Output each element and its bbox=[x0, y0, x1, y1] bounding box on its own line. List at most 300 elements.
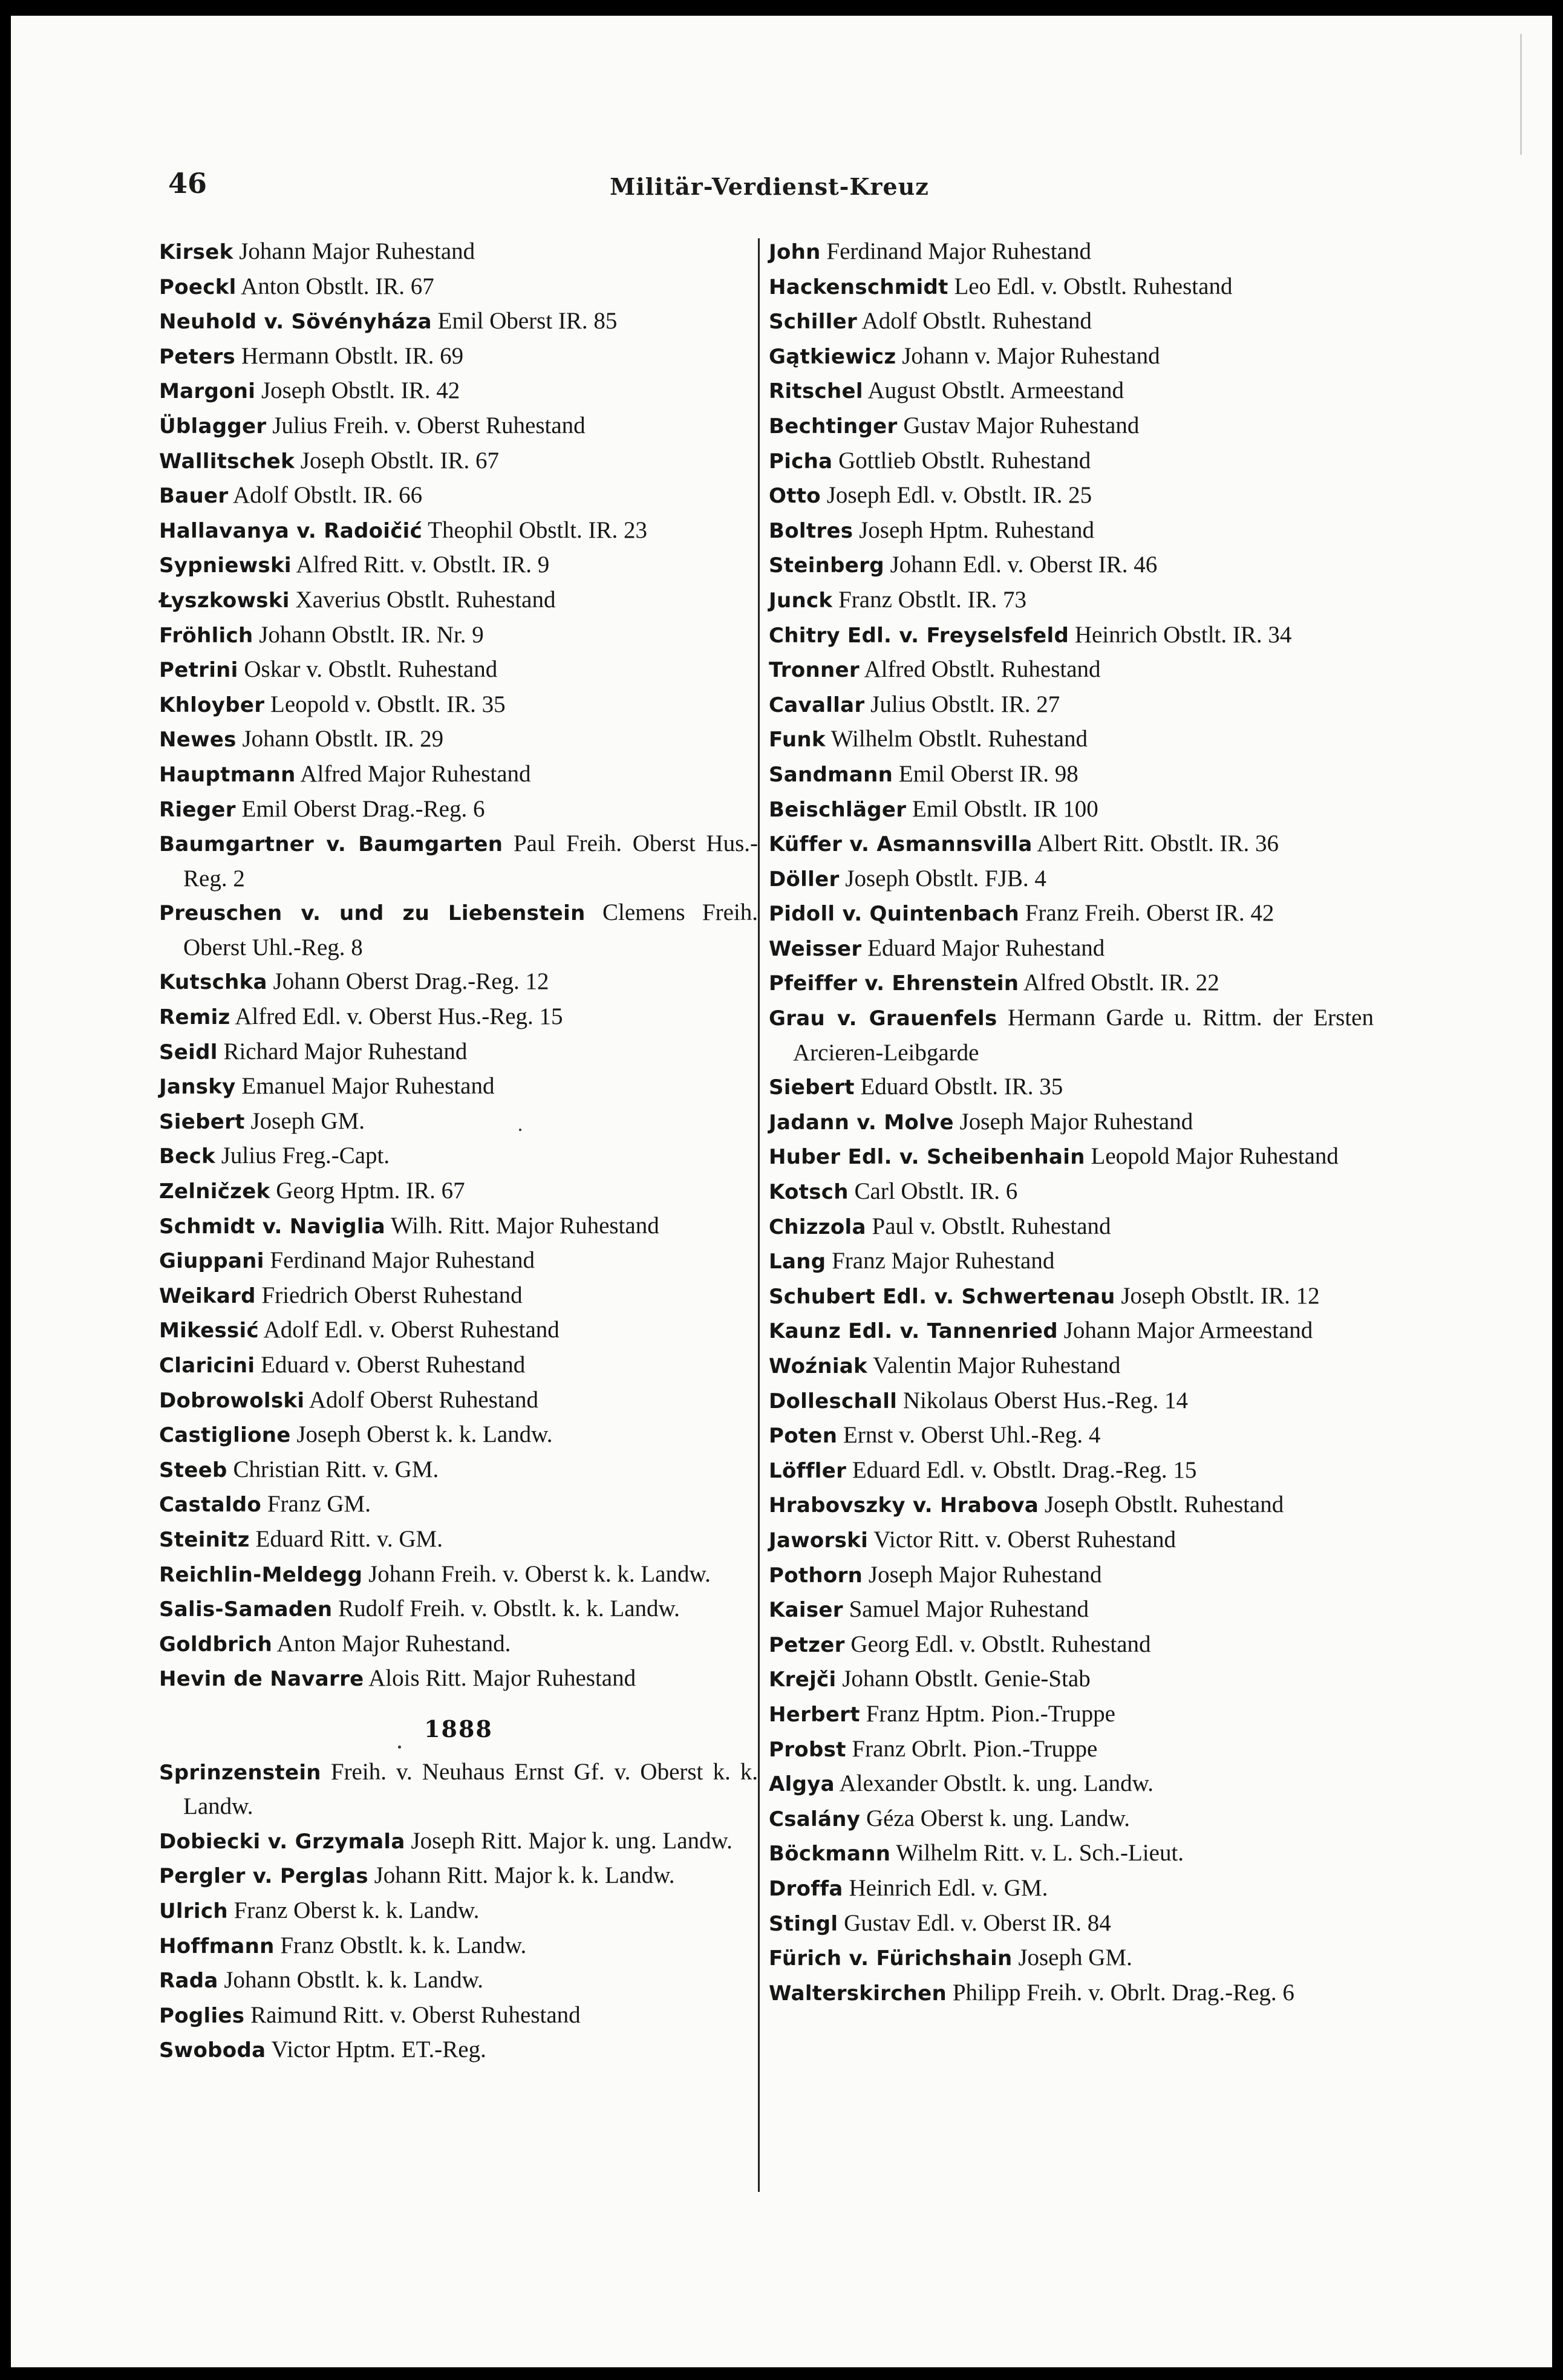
list-item bbox=[769, 1453, 1374, 1488]
entry-surname: Wallitschek bbox=[159, 449, 295, 474]
entry-details: Alexander Obstlt. k. ung. Landw. bbox=[834, 1770, 1154, 1797]
entry-surname: Chitry Edl. v. Freyselsfeld bbox=[769, 623, 1069, 648]
list-item bbox=[769, 583, 1374, 618]
list-item bbox=[159, 2033, 758, 2068]
list-item bbox=[159, 1279, 758, 1314]
entry-surname: Seidl bbox=[159, 1040, 218, 1064]
list-item bbox=[769, 1175, 1374, 1210]
entry-surname: Sypniewski bbox=[159, 553, 292, 578]
list-item bbox=[769, 444, 1374, 479]
list-item bbox=[769, 862, 1374, 897]
entry-details: Christian Ritt. v. GM. bbox=[227, 1456, 439, 1482]
entry-details: Leopold Major Ruhestand bbox=[1085, 1143, 1339, 1170]
list-item bbox=[159, 618, 758, 653]
entry-details: Eduard Major Ruhestand bbox=[861, 934, 1105, 961]
entry-surname: Steinitz bbox=[159, 1527, 250, 1552]
list-item bbox=[159, 1824, 758, 1859]
entry-surname: Weikard bbox=[159, 1283, 256, 1308]
entry-details: Johann Freih. v. Oberst k. k. Landw. bbox=[362, 1560, 711, 1587]
entry-surname: Jaworski bbox=[769, 1528, 869, 1553]
entry-surname: Schubert Edl. v. Schwertenau bbox=[769, 1284, 1115, 1309]
list-item bbox=[769, 374, 1374, 409]
list-item bbox=[159, 1929, 758, 1964]
entry-details: Theophil Obstlt. IR. 23 bbox=[422, 517, 648, 543]
entry-details: Xaverius Obstlt. Ruhestand bbox=[289, 586, 556, 613]
entry-details: Johann Major Armeestand bbox=[1057, 1317, 1313, 1344]
list-item bbox=[769, 1941, 1374, 1976]
entry-details: Alfred Obstlt. IR. 22 bbox=[1019, 970, 1219, 996]
entry-surname: Tronner bbox=[769, 658, 860, 683]
entry-details: Valentin Major Ruhestand bbox=[867, 1352, 1121, 1378]
entry-surname: Dobiecki v. Grzymala bbox=[159, 1829, 405, 1854]
entry-surname: Steeb bbox=[159, 1458, 227, 1482]
list-item bbox=[769, 1976, 1374, 2011]
list-item bbox=[769, 1314, 1374, 1349]
entry-details: Joseph Obstlt. Ruhestand bbox=[1039, 1492, 1284, 1518]
entry-details: Julius Freg.-Capt. bbox=[215, 1143, 390, 1169]
entry-details: Clemens Freih. Oberst Uhl.-Reg. 8 bbox=[183, 899, 758, 960]
list-item bbox=[159, 478, 758, 513]
entry-details: Victor Hptm. ET.-Reg. bbox=[266, 2036, 486, 2063]
entry-surname: Castiglione bbox=[159, 1423, 291, 1448]
entry-surname: John bbox=[769, 240, 821, 264]
entry-surname: Kotsch bbox=[769, 1180, 849, 1205]
entry-surname: Castaldo bbox=[159, 1493, 262, 1518]
list-item bbox=[769, 966, 1374, 1001]
entry-details: Anton Major Ruhestand. bbox=[272, 1630, 511, 1657]
entry-details: Alfred Ritt. v. Obstlt. IR. 9 bbox=[291, 552, 550, 578]
entry-details: Johann Obstlt. IR. Nr. 9 bbox=[253, 621, 484, 648]
list-item bbox=[769, 1418, 1374, 1453]
entry-surname: Algya bbox=[769, 1772, 835, 1797]
list-item bbox=[769, 1558, 1374, 1593]
entry-details: Franz Hptm. Pion.-Truppe bbox=[860, 1700, 1115, 1727]
column-divider bbox=[758, 238, 760, 2192]
list-item bbox=[769, 1697, 1374, 1732]
entry-details: Samuel Major Ruhestand bbox=[843, 1596, 1089, 1623]
entry-details: Heinrich Edl. v. GM. bbox=[843, 1874, 1048, 1901]
list-item bbox=[159, 1661, 758, 1697]
list-item bbox=[769, 1628, 1374, 1663]
entry-surname: Zelničzek bbox=[159, 1179, 270, 1204]
entry-details: Johann Edl. v. Oberst IR. 46 bbox=[884, 552, 1158, 578]
entry-surname: Hevin de Navarre bbox=[159, 1667, 364, 1692]
entry-surname: Margoni bbox=[159, 379, 256, 404]
entry-details: Wilh. Ritt. Major Ruhestand bbox=[385, 1212, 659, 1239]
entry-details: Ferdinand Major Ruhestand bbox=[820, 238, 1091, 264]
entry-surname: Peters bbox=[159, 344, 236, 369]
entry-details: Franz Obrlt. Pion.-Truppe bbox=[846, 1735, 1098, 1762]
list-item bbox=[159, 1963, 758, 1998]
entry-surname: Gątkiewicz bbox=[769, 344, 896, 369]
entry-details: Franz GM. bbox=[261, 1491, 371, 1518]
list-item bbox=[769, 1523, 1374, 1558]
entry-details: Joseph Oberst k. k. Landw. bbox=[290, 1421, 553, 1448]
entry-details: Emil Oberst IR. 98 bbox=[893, 760, 1078, 787]
entry-surname: Pfeiffer v. Ehrenstein bbox=[769, 971, 1019, 996]
left-entry-list bbox=[159, 235, 758, 1697]
entry-surname: Lang bbox=[769, 1250, 826, 1274]
entry-details: Adolf Obstlt. Ruhestand bbox=[857, 308, 1092, 334]
entry-details: Emil Obstlt. IR 100 bbox=[906, 795, 1098, 822]
entry-details: Nikolaus Oberst Hus.-Reg. 14 bbox=[897, 1387, 1189, 1413]
list-item bbox=[769, 1488, 1374, 1523]
entry-details: Philipp Freih. v. Obrlt. Drag.-Reg. 6 bbox=[947, 1979, 1294, 2006]
entry-details: Victor Ritt. v. Oberst Ruhestand bbox=[868, 1526, 1176, 1553]
list-item bbox=[159, 896, 758, 965]
list-item bbox=[769, 1279, 1374, 1314]
entry-surname: Grau v. Grauenfels bbox=[769, 1006, 997, 1031]
entry-surname: Löffler bbox=[769, 1458, 847, 1483]
scan-speck bbox=[398, 1746, 401, 1749]
entry-surname: Swoboda bbox=[159, 2038, 266, 2063]
entry-details: Gustav Edl. v. Oberst IR. 84 bbox=[838, 1909, 1111, 1936]
entry-surname: Petzer bbox=[769, 1632, 845, 1657]
entry-surname: Herbert bbox=[769, 1702, 860, 1727]
entry-surname: Claricini bbox=[159, 1354, 255, 1378]
entry-details: Alois Ritt. Major Ruhestand bbox=[364, 1665, 636, 1692]
entry-surname: Hoffmann bbox=[159, 1934, 275, 1958]
entry-surname: Stingl bbox=[769, 1911, 838, 1936]
entry-details: Franz Oberst k. k. Landw. bbox=[227, 1897, 480, 1923]
entry-details: Franz Obstlt. IR. 73 bbox=[832, 586, 1026, 613]
entry-surname: Bechtinger bbox=[769, 414, 898, 439]
entry-surname: Hackenschmidt bbox=[769, 275, 948, 299]
entry-details: Gustav Major Ruhestand bbox=[897, 412, 1140, 439]
entry-details: Wilhelm Obstlt. Ruhestand bbox=[825, 726, 1088, 752]
list-item bbox=[159, 1487, 758, 1522]
entry-details: Wilhelm Ritt. v. L. Sch.-Lieut. bbox=[890, 1840, 1184, 1867]
list-item bbox=[159, 965, 758, 1000]
entry-details: Ernst v. Oberst Uhl.-Reg. 4 bbox=[837, 1422, 1101, 1449]
list-item bbox=[159, 1998, 758, 2033]
entry-details: Emil Oberst IR. 85 bbox=[431, 308, 618, 334]
entry-surname: Boltres bbox=[769, 518, 853, 543]
entry-surname: Hauptmann bbox=[159, 762, 296, 787]
entry-surname: Chizzola bbox=[769, 1214, 866, 1239]
entry-details: Georg Hptm. IR. 67 bbox=[270, 1178, 465, 1204]
entry-details: Johann Obstlt. IR. 29 bbox=[236, 726, 444, 752]
year-heading: 1888 bbox=[424, 1715, 493, 1743]
list-item bbox=[159, 548, 758, 583]
entry-surname: Jansky bbox=[159, 1075, 236, 1100]
list-item bbox=[769, 827, 1374, 862]
list-item bbox=[769, 304, 1374, 339]
entry-details: Freih. v. Neuhaus Ernst Gf. v. Oberst k. k. Landw. bbox=[183, 1758, 758, 1820]
entry-details: Raimund Ritt. v. Oberst Ruhestand bbox=[244, 2001, 581, 2028]
entry-details: Paul v. Obstlt. Ruhestand bbox=[866, 1213, 1111, 1239]
entry-surname: Ritschel bbox=[769, 379, 863, 404]
right-column bbox=[769, 235, 1374, 2010]
entry-surname: Probst bbox=[769, 1737, 846, 1762]
entry-surname: Hrabovszky v. Hrabova bbox=[769, 1493, 1039, 1518]
entry-details: Emil Oberst Drag.-Reg. 6 bbox=[235, 795, 485, 822]
list-item bbox=[769, 235, 1374, 270]
list-item bbox=[769, 513, 1374, 549]
entry-details: Leopold v. Obstlt. IR. 35 bbox=[264, 691, 506, 717]
scan-edge-line bbox=[1520, 34, 1522, 155]
entry-details: Oskar v. Obstlt. Ruhestand bbox=[238, 656, 498, 683]
entry-surname: Beck bbox=[159, 1144, 215, 1169]
entry-details: Joseph Obstlt. IR. 42 bbox=[255, 377, 460, 404]
entry-surname: Csalány bbox=[769, 1807, 861, 1831]
list-item bbox=[159, 409, 758, 444]
entry-details: Alfred Obstlt. Ruhestand bbox=[859, 656, 1101, 683]
entry-details: Ferdinand Major Ruhestand bbox=[264, 1247, 535, 1274]
entry-details: Adolf Obstlt. IR. 66 bbox=[228, 482, 423, 509]
entry-details: Géza Oberst k. ung. Landw. bbox=[860, 1805, 1131, 1831]
entry-surname: Weisser bbox=[769, 936, 862, 961]
entry-surname: Rieger bbox=[159, 797, 236, 822]
entry-surname: Salis-Samaden bbox=[159, 1597, 333, 1622]
entry-surname: Sprinzenstein bbox=[159, 1760, 321, 1785]
left-entry-list-1888 bbox=[159, 1755, 758, 2068]
list-item bbox=[159, 1522, 758, 1557]
list-item bbox=[769, 653, 1374, 688]
list-item bbox=[159, 1557, 758, 1593]
entry-surname: Üblagger bbox=[159, 414, 267, 439]
entry-details: Alfred Edl. v. Oberst Hus.-Reg. 15 bbox=[230, 1003, 563, 1030]
list-item bbox=[159, 757, 758, 792]
entry-details: Franz Major Ruhestand bbox=[826, 1248, 1055, 1274]
entry-details: Franz Freih. Oberst IR. 42 bbox=[1019, 900, 1274, 927]
entry-surname: Reichlin-Meldegg bbox=[159, 1562, 363, 1587]
list-item bbox=[159, 1627, 758, 1662]
entry-surname: Küffer v. Asmannsvilla bbox=[769, 832, 1033, 857]
entry-details: Johann Obstlt. k. k. Landw. bbox=[218, 1967, 483, 1994]
entry-surname: Pothorn bbox=[769, 1563, 863, 1588]
list-item bbox=[769, 1836, 1374, 1871]
list-item bbox=[769, 722, 1374, 757]
entry-surname: Ulrich bbox=[159, 1899, 228, 1923]
entry-details: Johann Ritt. Major k. k. Landw. bbox=[368, 1862, 675, 1889]
list-item bbox=[769, 1210, 1374, 1245]
entry-details: Eduard Edl. v. Obstlt. Drag.-Reg. 15 bbox=[846, 1456, 1197, 1483]
list-item bbox=[769, 1384, 1374, 1419]
entry-surname: Mikessić bbox=[159, 1319, 259, 1343]
entry-surname: Kaunz Edl. v. Tannenried bbox=[769, 1319, 1058, 1344]
list-item bbox=[159, 444, 758, 479]
list-item bbox=[159, 1894, 758, 1929]
list-item bbox=[769, 1767, 1374, 1802]
list-item bbox=[769, 1244, 1374, 1279]
entry-details: Joseph GM. bbox=[1012, 1945, 1132, 1971]
list-item bbox=[769, 1001, 1374, 1070]
list-item bbox=[159, 1035, 758, 1070]
list-item bbox=[769, 1349, 1374, 1384]
entry-surname: Baumgartner v. Baumgarten bbox=[159, 832, 503, 857]
entry-details: Johann Oberst Drag.-Reg. 12 bbox=[267, 968, 549, 995]
entry-details: Johann Obstlt. Genie-Stab bbox=[836, 1666, 1091, 1692]
entry-surname: Khloyber bbox=[159, 693, 265, 717]
entry-details: August Obstlt. Armeestand bbox=[863, 377, 1124, 404]
entry-surname: Poeckl bbox=[159, 275, 237, 299]
list-item bbox=[159, 583, 758, 618]
entry-details: Joseph GM. bbox=[244, 1107, 365, 1134]
entry-surname: Petrini bbox=[159, 658, 238, 683]
list-item bbox=[159, 513, 758, 549]
entry-details: Joseph Obstlt. FJB. 4 bbox=[839, 865, 1046, 892]
entry-surname: Giuppani bbox=[159, 1249, 264, 1274]
list-item bbox=[159, 235, 758, 270]
entry-surname: Krejči bbox=[769, 1668, 837, 1692]
list-item bbox=[159, 1592, 758, 1627]
entry-surname: Sandmann bbox=[769, 762, 893, 787]
running-title: Militär-Verdienst-Kreuz bbox=[610, 173, 929, 200]
entry-surname: Beischläger bbox=[769, 797, 907, 822]
entry-surname: Steinberg bbox=[769, 553, 884, 578]
entry-details: Johann Major Ruhestand bbox=[233, 238, 475, 264]
list-item bbox=[159, 653, 758, 688]
entry-details: Rudolf Freih. v. Obstlt. k. k. Landw. bbox=[332, 1596, 680, 1622]
right-entry-list bbox=[769, 235, 1374, 2010]
entry-details: Joseph Major Ruhestand bbox=[953, 1108, 1193, 1135]
entry-surname: Poglies bbox=[159, 2003, 245, 2028]
page-number: 46 bbox=[168, 167, 207, 200]
entry-surname: Woźniak bbox=[769, 1354, 867, 1378]
entry-details: Adolf Oberst Ruhestand bbox=[304, 1386, 538, 1413]
entry-details: Julius Freih. v. Oberst Ruhestand bbox=[266, 412, 586, 439]
entry-surname: Dolleschall bbox=[769, 1389, 898, 1413]
entry-surname: Jadann v. Molve bbox=[769, 1110, 954, 1135]
entry-surname: Fürich v. Fürichshain bbox=[769, 1946, 1013, 1971]
list-item bbox=[159, 722, 758, 757]
entry-details: Friedrich Oberst Ruhestand bbox=[255, 1282, 523, 1308]
entry-surname: Huber Edl. v. Scheibenhain bbox=[769, 1145, 1085, 1170]
list-item bbox=[769, 1105, 1374, 1140]
entry-surname: Picha bbox=[769, 449, 833, 474]
list-item bbox=[769, 1906, 1374, 1941]
entry-details: Joseph Major Ruhestand bbox=[863, 1561, 1102, 1588]
entry-details: Joseph Hptm. Ruhestand bbox=[853, 517, 1095, 543]
page-header bbox=[168, 167, 1371, 209]
scan-speck bbox=[519, 1129, 521, 1131]
list-item bbox=[769, 896, 1374, 931]
entry-details: Albert Ritt. Obstlt. IR. 36 bbox=[1032, 830, 1279, 857]
list-item bbox=[159, 374, 758, 409]
entry-surname: Poten bbox=[769, 1424, 838, 1449]
entry-details: Julius Obstlt. IR. 27 bbox=[864, 691, 1060, 717]
entry-surname: Pergler v. Perglas bbox=[159, 1864, 368, 1889]
list-item bbox=[159, 1244, 758, 1279]
list-item bbox=[159, 1453, 758, 1488]
entry-surname: Döller bbox=[769, 867, 840, 892]
left-column bbox=[159, 235, 758, 2068]
list-item bbox=[769, 792, 1374, 827]
entry-surname: Droffa bbox=[769, 1876, 843, 1901]
list-item bbox=[159, 1139, 758, 1174]
list-item bbox=[159, 827, 758, 896]
entry-surname: Pidoll v. Quintenbach bbox=[769, 902, 1019, 927]
entry-details: Gottlieb Obstlt. Ruhestand bbox=[832, 447, 1091, 474]
list-item bbox=[159, 1209, 758, 1244]
entry-surname: Remiz bbox=[159, 1005, 230, 1030]
list-item bbox=[769, 339, 1374, 374]
list-item bbox=[159, 1313, 758, 1348]
entry-details: Joseph Obstlt. IR. 67 bbox=[295, 447, 500, 474]
entry-surname: Schiller bbox=[769, 310, 858, 334]
list-item bbox=[769, 1070, 1374, 1105]
entry-surname: Siebert bbox=[769, 1075, 855, 1100]
entry-details: Alfred Major Ruhestand bbox=[295, 760, 531, 787]
list-item bbox=[159, 1069, 758, 1104]
entry-details: Leo Edl. v. Obstlt. Ruhestand bbox=[948, 273, 1233, 299]
entry-details: Franz Obstlt. k. k. Landw. bbox=[274, 1932, 527, 1958]
list-item bbox=[159, 339, 758, 374]
entry-details: Johann v. Major Ruhestand bbox=[896, 342, 1160, 369]
list-item bbox=[159, 1859, 758, 1894]
list-item bbox=[769, 1802, 1374, 1837]
list-item bbox=[159, 1755, 758, 1824]
entry-details: Joseph Ritt. Major k. ung. Landw. bbox=[405, 1827, 733, 1854]
list-item bbox=[769, 1139, 1374, 1175]
list-item bbox=[159, 1104, 758, 1139]
list-item bbox=[159, 1000, 758, 1035]
list-item bbox=[769, 1732, 1374, 1767]
entry-surname: Łyszkowski bbox=[159, 588, 290, 613]
list-item bbox=[159, 270, 758, 305]
list-item bbox=[159, 792, 758, 827]
list-item bbox=[159, 1174, 758, 1209]
entry-surname: Bauer bbox=[159, 484, 229, 509]
list-item bbox=[769, 688, 1374, 723]
entry-details: Anton Obstlt. IR. 67 bbox=[236, 273, 434, 299]
list-item bbox=[769, 618, 1374, 653]
entry-details: Heinrich Obstlt. IR. 34 bbox=[1069, 621, 1292, 648]
entry-details: Joseph Edl. v. Obstlt. IR. 25 bbox=[820, 482, 1092, 509]
entry-surname: Newes bbox=[159, 728, 237, 752]
list-item bbox=[769, 409, 1374, 444]
entry-surname: Funk bbox=[769, 728, 826, 752]
entry-details: Joseph Obstlt. IR. 12 bbox=[1115, 1282, 1320, 1309]
entry-surname: Walterskirchen bbox=[769, 1981, 947, 2006]
list-item bbox=[769, 1871, 1374, 1906]
list-item bbox=[159, 688, 758, 723]
list-item bbox=[159, 304, 758, 339]
entry-details: Carl Obstlt. IR. 6 bbox=[848, 1178, 1018, 1205]
list-item bbox=[769, 931, 1374, 967]
entry-surname: Kirsek bbox=[159, 240, 233, 264]
entry-surname: Kaiser bbox=[769, 1598, 843, 1623]
list-item bbox=[769, 270, 1374, 305]
entry-surname: Böckmann bbox=[769, 1842, 891, 1867]
list-item bbox=[159, 1348, 758, 1383]
entry-surname: Junck bbox=[769, 588, 833, 613]
entry-details: Hermann Garde u. Rittm. der Ersten Arcieren-Leibgarde bbox=[793, 1005, 1374, 1066]
list-item bbox=[769, 1593, 1374, 1628]
entry-surname: Kutschka bbox=[159, 970, 267, 995]
entry-surname: Preuschen v. und zu Liebenstein bbox=[159, 901, 586, 926]
list-item bbox=[159, 1383, 758, 1418]
entry-surname: Fröhlich bbox=[159, 623, 253, 648]
entry-details: Richard Major Ruhestand bbox=[217, 1038, 468, 1064]
list-item bbox=[769, 548, 1374, 583]
entry-details: Eduard Obstlt. IR. 35 bbox=[854, 1074, 1063, 1100]
entry-surname: Dobrowolski bbox=[159, 1388, 305, 1413]
entry-surname: Goldbrich bbox=[159, 1632, 273, 1657]
entry-surname: Schmidt v. Naviglia bbox=[159, 1214, 386, 1239]
list-item bbox=[769, 1662, 1374, 1697]
entry-surname: Rada bbox=[159, 1969, 218, 1994]
entry-details: Georg Edl. v. Obstlt. Ruhestand bbox=[844, 1631, 1151, 1657]
entry-surname: Siebert bbox=[159, 1109, 245, 1134]
entry-details: Hermann Obstlt. IR. 69 bbox=[235, 342, 464, 369]
entry-details: Eduard v. Oberst Ruhestand bbox=[255, 1352, 526, 1378]
entry-surname: Hallavanya v. Radoičić bbox=[159, 518, 423, 543]
document-page bbox=[11, 16, 1552, 2367]
entry-surname: Neuhold v. Sövényháza bbox=[159, 310, 432, 334]
entry-details: Adolf Edl. v. Oberst Ruhestand bbox=[258, 1317, 560, 1343]
